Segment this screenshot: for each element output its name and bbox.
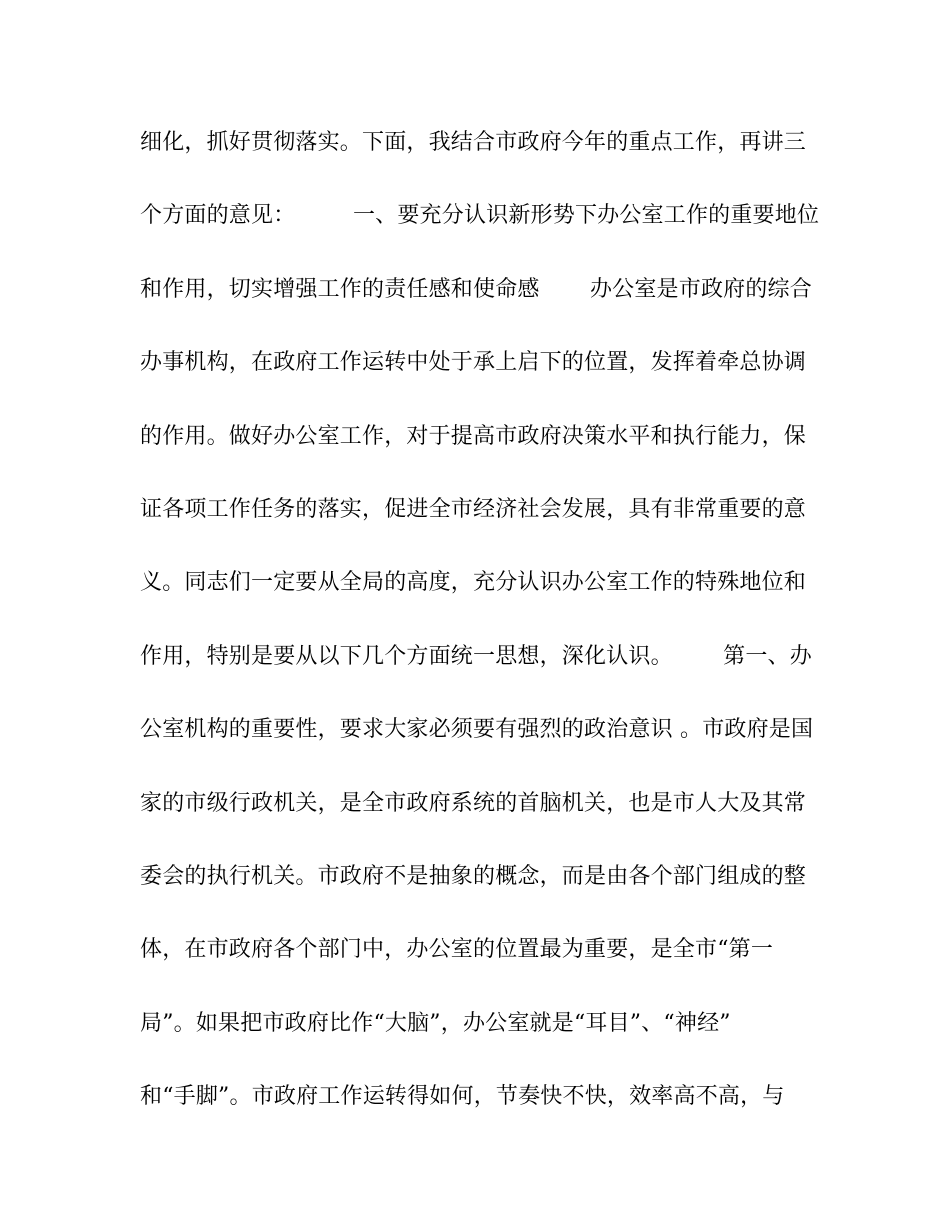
text-line-5: 的作用。做好办公室工作，对于提高市政府决策水平和执行能力，保 <box>140 423 807 449</box>
text-line-2: 个方面的意见： 一、要充分认识新形势下办公室工作的重要地位 <box>140 203 820 229</box>
text-line-10: 家的市级行政机关，是全市政府系统的首脑机关，也是市人大及其常 <box>140 790 807 816</box>
text-line-13: 局”。如果把市政府比作“大脑”，办公室就是“耳目”、“神经” <box>140 1010 731 1036</box>
text-line-1: 细化，抓好贯彻落实。下面，我结合市政府今年的重点工作，再讲三 <box>140 130 807 155</box>
text-line-14: 和“手脚”。市政府工作运转得如何，节奏快不快，效率高不高，与 <box>140 1084 785 1110</box>
text-line-9: 公室机构的重要性，要求大家必须要有强烈的政治意识 。市政府是国 <box>140 717 814 743</box>
text-line-6: 证各项工作任务的落实，促进全市经济社会发展，具有非常重要的意 <box>140 496 807 522</box>
text-line-4: 办事机构，在政府工作运转中处于承上启下的位置，发挥着牵总协调 <box>140 350 807 376</box>
body-text <box>140 118 820 1145</box>
text-line-11: 委会的执行机关。市政府不是抽象的概念，而是由各个部门组成的整 <box>140 863 807 889</box>
text-line-3: 和作用，切实增强工作的责任感和使命感 办公室是市政府的综合 <box>140 276 812 302</box>
text-line-12: 体，在市政府各个部门中，办公室的位置最为重要，是全市“第一 <box>140 937 774 963</box>
text-line-7: 义。同志们一定要从全局的高度，充分认识办公室工作的特殊地位和 <box>140 570 807 596</box>
text-line-8: 作用，特别是要从以下几个方面统一思想，深化认识。 第一、办 <box>140 643 812 669</box>
